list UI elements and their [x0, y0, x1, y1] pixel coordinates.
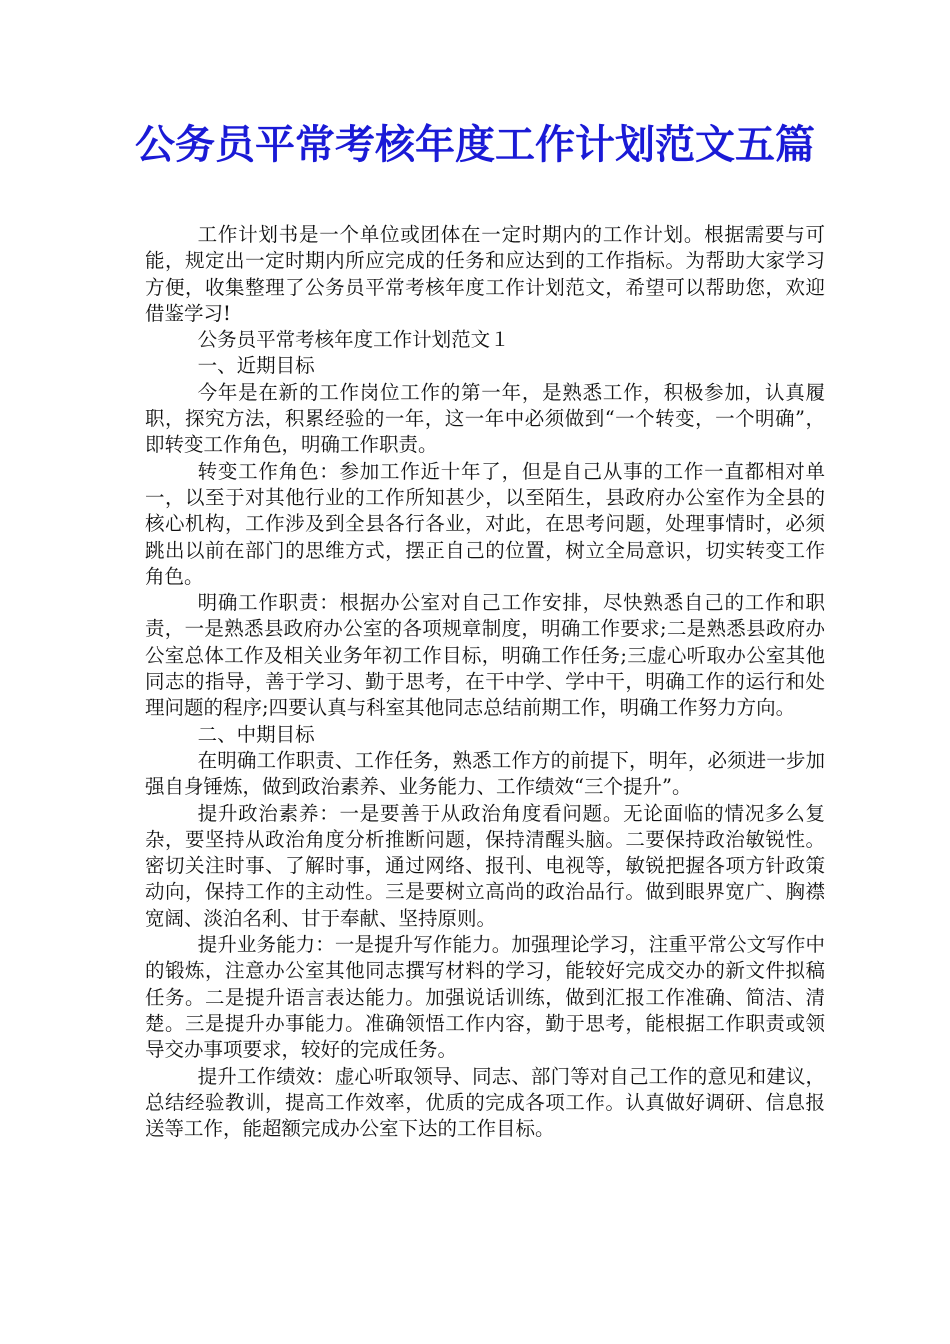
document-body	[145, 222, 825, 1142]
body-paragraph: 提升工作绩效：虚心听取领导、同志、部门等对自己工作的意见和建议，总结经验教训，提高工作效率，优质的完成各项工作。认真做好调研、信息报送等工作，能超额完成办公室下达的工作目标。	[145, 1064, 825, 1141]
body-paragraph: 提升业务能力：一是提升写作能力。加强理论学习，注重平常公文写作中的锻炼，注意办公室其他同志撰写材料的学习，能较好完成交办的新文件拟稿任务。二是提升语言表达能力。加强说话训练，做到汇报工作准确、简洁、清楚。三是提升办事能力。准确领悟工作内容，勤于思考，能根据工作职责或领导交办事项要求，较好的完成任务。	[145, 933, 825, 1062]
body-paragraph: 提升政治素养：一是要善于从政治角度看问题。无论面临的情况多么复杂，要坚持从政治角度分析推断问题，保持清醒头脑。二要保持政治敏锐性。密切关注时事、了解时事，通过网络、报刊、电视等，敏锐把握各项方针政策动向，保持工作的主动性。三是要树立高尚的政治品行。做到眼界宽广、胸襟宽阔、淡泊名利、甘于奉献、坚持原则。	[145, 801, 825, 930]
intro-paragraph: 工作计划书是一个单位或团体在一定时期内的工作计划。根据需要与可能，规定出一定时期内所应完成的任务和应达到的工作指标。为帮助大家学习方便，收集整理了公务员平常考核年度工作计划范文，希望可以帮助您，欢迎借鉴学习!	[145, 223, 825, 325]
document-title: 公务员平常考核年度工作计划范文五篇	[135, 122, 815, 168]
body-paragraph: 明确工作职责：根据办公室对自己工作安排，尽快熟悉自己的工作和职责，一是熟悉县政府办公室的各项规章制度，明确工作要求;二是熟悉县政府办公室总体工作及相关业务年初工作目标，明确工作任务;三虚心听取办公室其他同志的指导，善于学习、勤于思考，在干中学、学中干，明确工作的运行和处理问题的程序;四要认真与科室其他同志总结前期工作，明确工作努力方向。	[145, 591, 825, 720]
section-heading-mid-term: 二、中期目标	[197, 722, 315, 746]
body-paragraph: 在明确工作职责、工作任务，熟悉工作方的前提下，明年，必须进一步加强自身锤炼，做到政治素养、业务能力、工作绩效“三个提升”。	[145, 748, 825, 799]
section-heading-essay-1: 公务员平常考核年度工作计划范文１	[197, 328, 510, 352]
body-paragraph: 转变工作角色：参加工作近十年了，但是自己从事的工作一直都相对单一，以至于对其他行业的工作所知甚少，以至陌生，县政府办公室作为全县的核心机构，工作涉及到全县各行各业，对此，在思考问题，处理事情时，必须跳出以前在部门的思维方式，摆正自己的位置，树立全局意识，切实转变工作角色。	[145, 459, 825, 588]
section-heading-short-term: 一、近期目标	[197, 354, 315, 378]
body-paragraph: 今年是在新的工作岗位工作的第一年，是熟悉工作，积极参加，认真履职，探究方法，积累经验的一年，这一年中必须做到“一个转变，一个明确”，即转变工作角色，明确工作职责。	[145, 380, 825, 457]
